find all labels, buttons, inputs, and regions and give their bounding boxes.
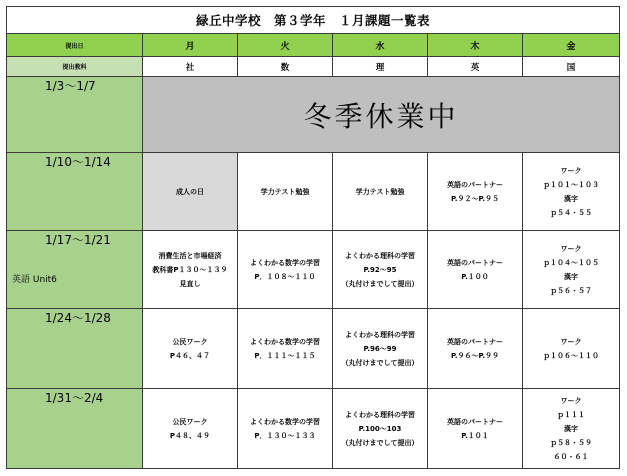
assignment-cell	[428, 389, 523, 469]
assignment-cell	[238, 231, 333, 309]
week-side-note	[7, 326, 143, 389]
subject-science: 理	[333, 57, 428, 77]
week-date: 1/31～2/4	[7, 389, 143, 407]
assignment-line: ｐ５８・５９	[550, 438, 593, 447]
sheet-title: 緑丘中学校 第３学年 １月課題一覧表	[7, 7, 620, 34]
assignment-line: ｐ１１１	[557, 410, 586, 419]
assignment-line: よくわかる理科の学習	[345, 410, 415, 419]
assignment-line: （丸付けまでして提出）	[341, 438, 419, 447]
assignment-cell	[333, 153, 428, 231]
assignment-line: 学力テスト勉強	[355, 187, 405, 196]
day-header-mon: 月	[143, 34, 238, 57]
day-header-wed: 水	[333, 34, 428, 57]
title-row	[7, 7, 620, 34]
week-date: 1/17～1/21	[7, 231, 143, 249]
assignment-line: ワーク	[560, 166, 582, 175]
assignment-line: P.92～95	[363, 265, 397, 274]
assignment-table	[6, 6, 620, 469]
assignment-cell	[143, 309, 238, 389]
assignment-line: 公民ワーク	[172, 337, 208, 346]
assignment-line: P．１３０～１３３	[254, 431, 316, 440]
week-side-note: 英語 Unit6	[7, 248, 143, 309]
subject-english: 英	[428, 57, 523, 77]
assignment-cell	[428, 153, 523, 231]
week-side-note	[7, 94, 143, 153]
assignment-cell	[143, 231, 238, 309]
assignment-cell	[523, 231, 620, 309]
assignment-cell	[333, 231, 428, 309]
assignment-line: よくわかる数学の学習	[250, 417, 320, 426]
assignment-line: 英語のパートナー	[447, 258, 503, 267]
assignment-line: P.100～103	[358, 424, 402, 433]
day-header-tue: 火	[238, 34, 333, 57]
assignment-cell	[523, 309, 620, 389]
week-row	[7, 231, 620, 249]
assignment-line: P４８、４９	[169, 431, 211, 440]
assignment-line: 漢字	[564, 272, 579, 281]
assignment-line: よくわかる数学の学習	[250, 337, 320, 346]
assignment-line: ｐ１０４～１０５	[543, 258, 600, 267]
assignment-cell	[333, 309, 428, 389]
assignment-line: 英語のパートナー	[447, 337, 503, 346]
assignment-line: 教科書P１３０～１３９	[152, 265, 228, 274]
assignment-line: 消費生活と市場経済	[158, 251, 222, 260]
assignment-line: ワーク	[560, 244, 582, 253]
assignment-line: P.96～99	[363, 344, 397, 353]
assignment-line: 学力テスト勉強	[260, 187, 310, 196]
assignment-line: P．１１１～１１５	[254, 351, 316, 360]
assignment-line: P.９２～P.９５	[450, 194, 499, 203]
assignment-line: 成人の日	[176, 187, 204, 196]
assignment-line: P.９６～P.９９	[450, 351, 499, 360]
assignment-line: 公民ワーク	[172, 417, 208, 426]
assignment-line: 英語のパートナー	[447, 417, 503, 426]
assignment-cell	[238, 153, 333, 231]
day-header-thu: 木	[428, 34, 523, 57]
assignment-line: P．１０８～１１０	[254, 272, 316, 281]
day-header-row	[7, 34, 620, 57]
week-row	[7, 309, 620, 327]
subject-label: 提出教科	[7, 57, 143, 77]
vacation-banner: 冬季休業中	[143, 77, 620, 153]
assignment-line: 見直し	[179, 279, 201, 288]
subject-row	[7, 57, 620, 77]
week-side-note	[7, 406, 143, 469]
assignment-line: P.１０１	[461, 431, 489, 440]
assignment-line: ｐ１０１～１０３	[543, 180, 600, 189]
assignment-line: ワーク	[560, 396, 582, 405]
assignment-line: よくわかる理科の学習	[345, 251, 415, 260]
assignment-cell	[143, 389, 238, 469]
week-row	[7, 77, 620, 95]
assignment-line: ｐ１０６～１１０	[543, 351, 600, 360]
assignment-line: 英語のパートナー	[447, 180, 503, 189]
week-row	[7, 153, 620, 171]
assignment-cell	[523, 389, 620, 469]
subject-social: 社	[143, 57, 238, 77]
week-side-note	[7, 170, 143, 231]
assignment-line: ｐ５４・５５	[550, 208, 593, 217]
subject-math: 数	[238, 57, 333, 77]
assignment-line: P.１００	[461, 272, 489, 281]
assignment-cell	[523, 153, 620, 231]
assignment-cell	[428, 309, 523, 389]
week-row	[7, 389, 620, 407]
subject-japanese: 国	[523, 57, 620, 77]
assignment-cell	[238, 309, 333, 389]
week-date: 1/24～1/28	[7, 309, 143, 327]
assignment-line: ワーク	[560, 337, 582, 346]
date-label: 提出日	[7, 34, 143, 57]
day-header-fri: 金	[523, 34, 620, 57]
assignment-line: よくわかる理科の学習	[345, 330, 415, 339]
assignment-cell	[238, 389, 333, 469]
week-date: 1/3～1/7	[7, 77, 143, 95]
assignment-line: よくわかる数学の学習	[250, 258, 320, 267]
holiday-cell	[143, 153, 238, 231]
assignment-line: （丸付けまでして提出）	[341, 279, 419, 288]
assignment-line: （丸付けまでして提出）	[341, 358, 419, 367]
assignment-sheet	[6, 6, 619, 471]
assignment-cell	[428, 231, 523, 309]
assignment-line: P４６、４７	[169, 351, 211, 360]
assignment-cell	[333, 389, 428, 469]
assignment-line: ｐ５６・５７	[550, 286, 593, 295]
assignment-line: ６０・６１	[553, 452, 589, 461]
assignment-line: 漢字	[564, 424, 579, 433]
assignment-line: 漢字	[564, 194, 579, 203]
week-date: 1/10～1/14	[7, 153, 143, 171]
